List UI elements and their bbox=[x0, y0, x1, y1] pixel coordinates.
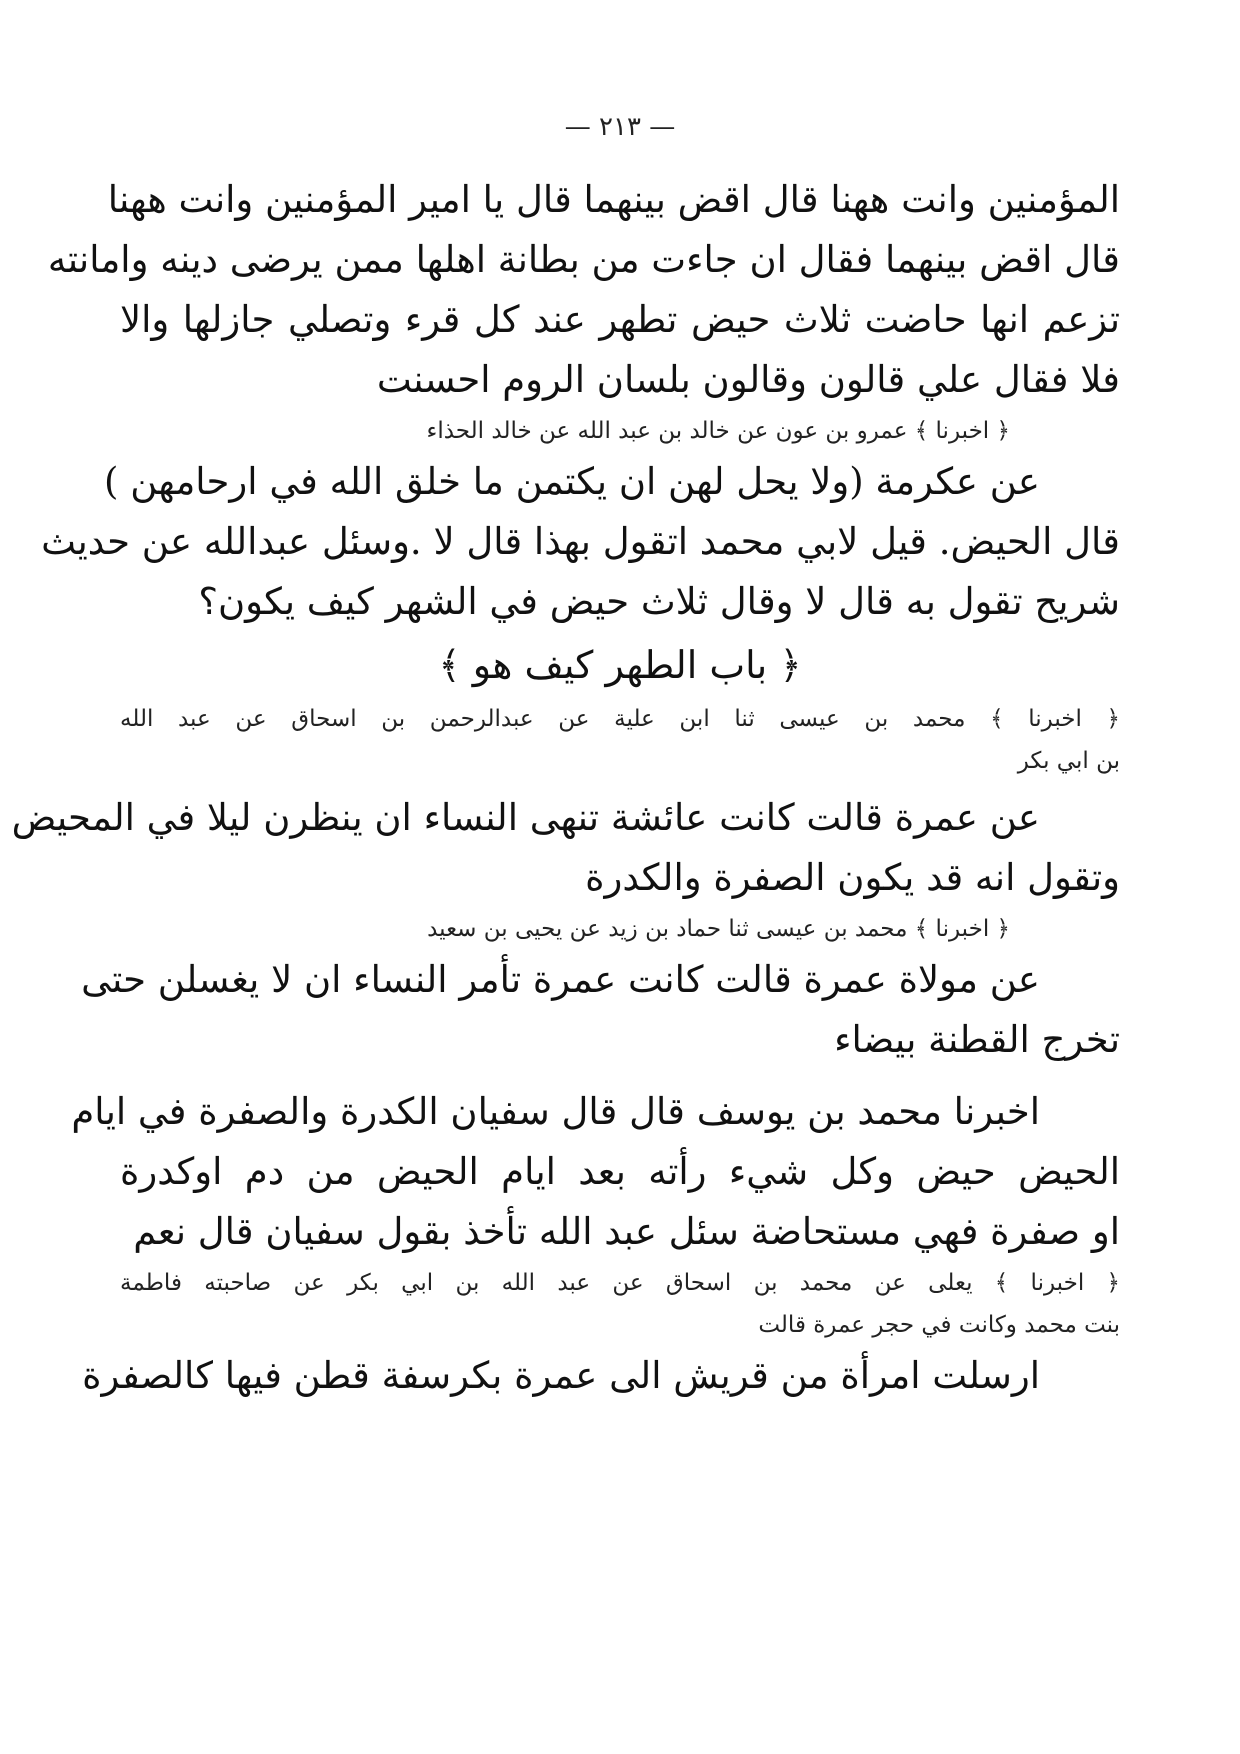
text-line: عن مولاة عمرة قالت كانت عمرة تأمر النساء ان لا يغسلن حتى bbox=[81, 958, 1040, 1001]
document-body bbox=[11, 170, 1120, 1406]
text-line: عن عمرة قالت كانت عائشة تنهى النساء ان ينظرن ليلا في المحيض bbox=[11, 796, 1040, 839]
text-line: ارسلت امرأة من قريش الى عمرة بكرسفة قطن فيها كالصفرة bbox=[82, 1354, 1040, 1397]
text-line: عن عكرمة (ولا يحل لهن ان يكتمن ما خلق الله في ارحامهن ) bbox=[104, 460, 1040, 503]
text-line: قال اقض بينهما فقال ان جاءت من بطانة اهلها ممن يرضى دينه وامانته bbox=[47, 238, 1120, 281]
isnad-line: ﴿ اخبرنا ﴾ عمرو بن عون عن خالد بن عبد الله عن خالد الحذاء bbox=[426, 418, 1010, 444]
isnad-line: بن ابي بكر bbox=[1017, 748, 1120, 774]
text-line: تزعم انها حاضت ثلاث حيض تطهر عند كل قرء وتصلي جازلها والا bbox=[120, 298, 1120, 341]
text-line: وتقول انه قد يكون الصفرة والكدرة bbox=[585, 856, 1120, 899]
text-line: تخرج القطنة بيضاء bbox=[834, 1018, 1120, 1061]
text-line: الحيض حيض وكل شيء رأته بعد ايام الحيض من دم اوكدرة bbox=[120, 1150, 1120, 1193]
text-line: او صفرة فهي مستحاضة سئل عبد الله تأخذ بقول سفيان قال نعم bbox=[133, 1210, 1120, 1253]
isnad-line: ﴿ اخبرنا ﴾ يعلى عن محمد بن اسحاق عن عبد الله بن ابي بكر عن صاحبته فاطمة bbox=[120, 1270, 1120, 1296]
text-line: شريح تقول به قال لا وقال ثلاث حيض في الشهر كيف يكون؟ bbox=[198, 580, 1120, 623]
chapter-heading: ﴿ باب الطهر كيف هو ﴾ bbox=[438, 643, 802, 687]
text-line: قال الحيض. قيل لابي محمد اتقول بهذا قال لا .وسئل عبدالله عن حديث bbox=[41, 520, 1120, 563]
isnad-line: بنت محمد وكانت في حجر عمرة قالت bbox=[758, 1312, 1120, 1338]
isnad-line: ﴿ اخبرنا ﴾ محمد بن عيسى ثنا ابن علية عن عبدالرحمن بن اسحاق عن عبد الله bbox=[120, 706, 1120, 732]
text-line: اخبرنا محمد بن يوسف قال قال سفيان الكدرة والصفرة في ايام bbox=[71, 1090, 1040, 1133]
text-line: المؤمنين وانت ههنا قال اقض بينهما قال يا امير المؤمنين وانت ههنا bbox=[107, 178, 1120, 221]
text-line: فلا فقال علي قالون وقالون بلسان الروم احسنت bbox=[376, 358, 1120, 401]
isnad-line: ﴿ اخبرنا ﴾ محمد بن عيسى ثنا حماد بن زيد عن يحيى بن سعيد bbox=[427, 916, 1010, 942]
page-number: — ٢١٣ — bbox=[564, 112, 676, 142]
